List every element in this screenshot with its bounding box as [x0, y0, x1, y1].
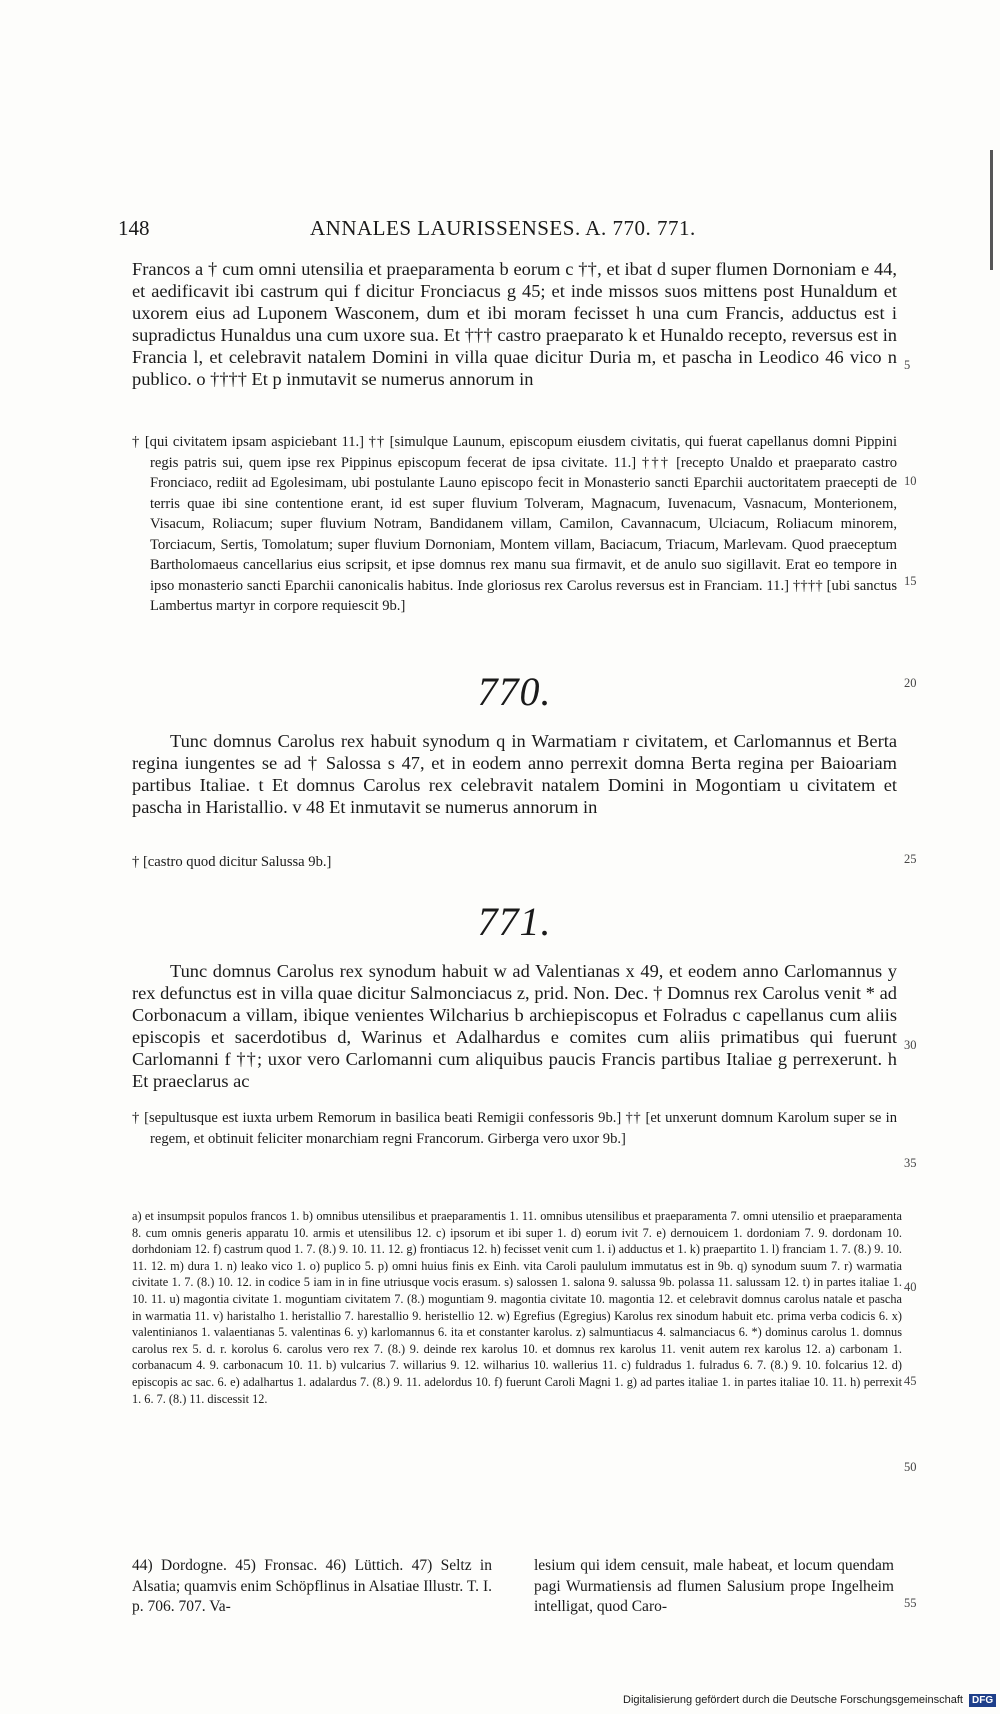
footnote-block-770: [132, 852, 897, 873]
running-title: ANNALES LAURISSENSES. A. 770. 771.: [310, 216, 696, 240]
year-heading-770: 770.: [477, 669, 552, 714]
paragraph: Tunc domnus Carolus rex synodum habuit w ad Valentianas x 49, et eodem anno Carlomannus y rex defunctus est in villa quae dicitur Salmonciacus z, prid. Non. Dec. † Domnus rex Carolus venit * ad Corbonacum a villam, ibique venientes Wilcharius b archiepiscopus et Folradus c capellanus cum aliis episcopis et sacerdotibus d, Warinus et Adalhardus e comites cum aliis primatibus qui fuerunt Carlomanni f ††; uxor vero Carlomanni cum aliquibus paucis Francis partibus Italiae g perrexerunt. h Et praeclarus ac: [132, 961, 897, 1091]
main-text-770: [132, 730, 897, 818]
paragraph: Tunc domnus Carolus rex habuit synodum q in Warmatiam r civitatem, et Carlomannus et Berta regina iungentes se ad † Salossa s 47, et in eodem anno perrexit domna Berta regina per Baioariam partibus Italiae. t Et domnus Carolus rex celebravit natalem Domini in Mogontiam u civitatem et pascha in Haristallio. v 48 Et inmutavit se numerus annorum in: [132, 731, 897, 817]
main-text-771: [132, 960, 897, 1092]
endnotes-right-column: [534, 1556, 894, 1618]
line-number: 55: [904, 1596, 917, 1610]
variant-readings-apparatus: [132, 1208, 902, 1407]
footer-text: Digitalisierung gefördert durch die Deutsche Forschungsgemeinschaft: [623, 1694, 963, 1707]
endnotes-left-column: [132, 1556, 492, 1618]
line-number: 20: [904, 676, 917, 690]
dfg-logo: DFG: [969, 1694, 996, 1707]
running-header: [118, 216, 818, 246]
footnote-block-top: [132, 432, 897, 617]
line-number: 5: [904, 358, 911, 372]
endnote-text: lesium qui idem censuit, male habeat, et locum quendam pagi Wurmatiensis ad flumen Salusium prope Ingelheim intelligat, quod Caro-: [534, 1557, 894, 1615]
scan-edge-mark: [990, 150, 993, 270]
endnote-text: 44) Dordogne. 45) Fronsac. 46) Lüttich. 47) Seltz in Alsatia; quamvis enim Schöpflinus in Alsatiae Illustr. T. I. p. 706. 707. Va-: [132, 1557, 492, 1615]
page-number: 148: [118, 216, 150, 240]
line-number: 50: [904, 1460, 917, 1474]
paragraph: Francos a † cum omni utensilia et praeparamenta b eorum c ††, et ibat d super flumen Dornoniam e 44, et aedificavit ibi castrum qui f dicitur Fronciacus g 45; et inde missos suos mittens post Hunaldum et uxorem eius ad Luponem Wasconem, dum et ibi moram fecisset h una cum Francis, adductus est i supradictus Hunaldus una cum uxore sua. Et ††† castro praeparato k et Hunaldo recepto, reversus est in Francia l, et celebravit natalem Domini in villa quae dicitur Duria m, et pascha in Leodico 46 vico n publico. o †††† Et p inmutavit se numerus annorum in: [132, 259, 897, 389]
variant-readings: a) et insumpsit populos francos 1. b) omnibus utensilibus et praeparamentis 1. 11. omnibus utensilibus et praeparamenta 7. omni utensilio et praeparamenta 8. cum omnis generis apparatu 10. armis et utensilibus 12. c) ipsorum et ibi super 1. d) eorum ivit 7. e) dernouicem 1. dordoniam 7. 9. dordonam 10. dorhdoniam 12. f) castrum quod 1. 7. (8.) 9. 10. 11. 12. g) frontiacus 12. h) fecisset venit cum 1. i) adductus et 1. k) praepartito 1. l) franciam 1. 7. (8.) 9. 10. 11. 12. m) dura 1. n) leako vico 1. o) puplico 5. p) omni huius finis ex Einh. vita Caroli paululum immutatus est in 9b. q) synodum suum 7. r) warmatia civitate 1. 7. (8.) 10. 12. in codice 5 iam in in fine utriusque vocis erasum. s) salossen 1. salona 9. salussa 9b. polassa 11. salussam 12. t) in partes italiae 1. 10. 11. u) magontia civitate 1. moguntiam civitatem 7. (8.) moguntiam 9. magontia civitate 10. magontia 12. et celebravit domnus carolus natale et pascha in warmatia 11. v) haristalho 1. heristallio 7. harestallio 9. heristellio 12. w) Egrefius (Egregius) Karolus rex sinodum habuit etc. prima verba codicis 6. x) valentinianos 1. valaentianas 5. valentinas 6. y) karlomannus 6. ita et constanter karolus. z) salmuntiacus 4. salmanciacus 6. *) dominus carolus 1. domnus carolus rex 5. d. r. korolus 6. carolus vero rex 7. (8.) 9. deinde rex karolus 10. et domnus rex karolus 11. venit autem rex karolus 12. a) carbonam 1. corbanacum 4. 9. carbonacum 10. 11. b) vulcarius 7. willarius 9. 12. wilharius 10. wallerius 11. c) fuldradus 1. fulradus 6. 7. (8.) 9. 10. folcarius 12. d) episcopis ac sac. 6. e) adalhartus 1. adalardus 7. (8.) 9. 11. adelordus 10. f) fuerunt Caroli Magni 1. g) ad partes italiae 1. in partes italiae 10. 11. h) perrexit 1. 6. 7. (8.) 11. discessit 12.: [132, 1209, 902, 1406]
line-number: 15: [904, 574, 917, 588]
footnote: † [sepultusque est iuxta urbem Remorum in basilica beati Remigii confessoris 9b.] †† [et unxerunt domnum Karolum super se in regem, et obtinuit feliciter monarchiam regni Francorum. Girberga vero uxor 9b.]: [132, 1110, 897, 1147]
year-heading-771: 771.: [477, 899, 552, 944]
line-number: 10: [904, 474, 917, 488]
footnote-block-771: [132, 1108, 897, 1149]
footnote: † [castro quod dicitur Salussa 9b.]: [132, 854, 332, 870]
digitization-footer: [623, 1694, 996, 1707]
line-number: 30: [904, 1038, 917, 1052]
line-number: 40: [904, 1280, 917, 1294]
main-text-top: [132, 258, 897, 390]
line-number: 45: [904, 1374, 917, 1388]
line-number: 35: [904, 1156, 917, 1170]
line-number: 25: [904, 852, 917, 866]
footnote: † [qui civitatem ipsam aspiciebant 11.] †† [simulque Launum, episcopum eiusdem civitatis, qui fuerat capellanus domni Pippini regis patris sui, quem ipse rex Pippinus episcopum fecerat de ipsa civitate. 11.] ††† [recepto Unaldo et praeparato castro Fronciaco, rediit ad Egolesimam, ubi postulante Launo episcopo fecit in Monasterio sancti Eparchii auctoritatem praecepti de terris quae ibi sine contentione erant, id est super fluvium Tolveram, Magnacum, Iuvenacum, Vasnacum, Monterionem, Visacum, Roliacum; super fluvium Notram, Bandidanem villam, Camilon, Cavannacum, Ulciacum, Roliacum minorem, Torciacum, Sertis, Tomolatum; super fluvium Dornoniam, Montem villam, Baciacum, Triacum, Marlevam. Quod praeceptum Bartholomaeus cancellarius eius scripsit, et ipse domnus rex manu sua firmavit, et de anulo suo sigillavit. Erat eo tempore in ipso monasterio sancti Eparchii canonicalis habitus. Inde gloriosus rex Carolus reversus est in Franciam. 11.] †††† [ubi sanctus Lambertus martyr in corpore requiescit 9b.]: [132, 434, 897, 614]
